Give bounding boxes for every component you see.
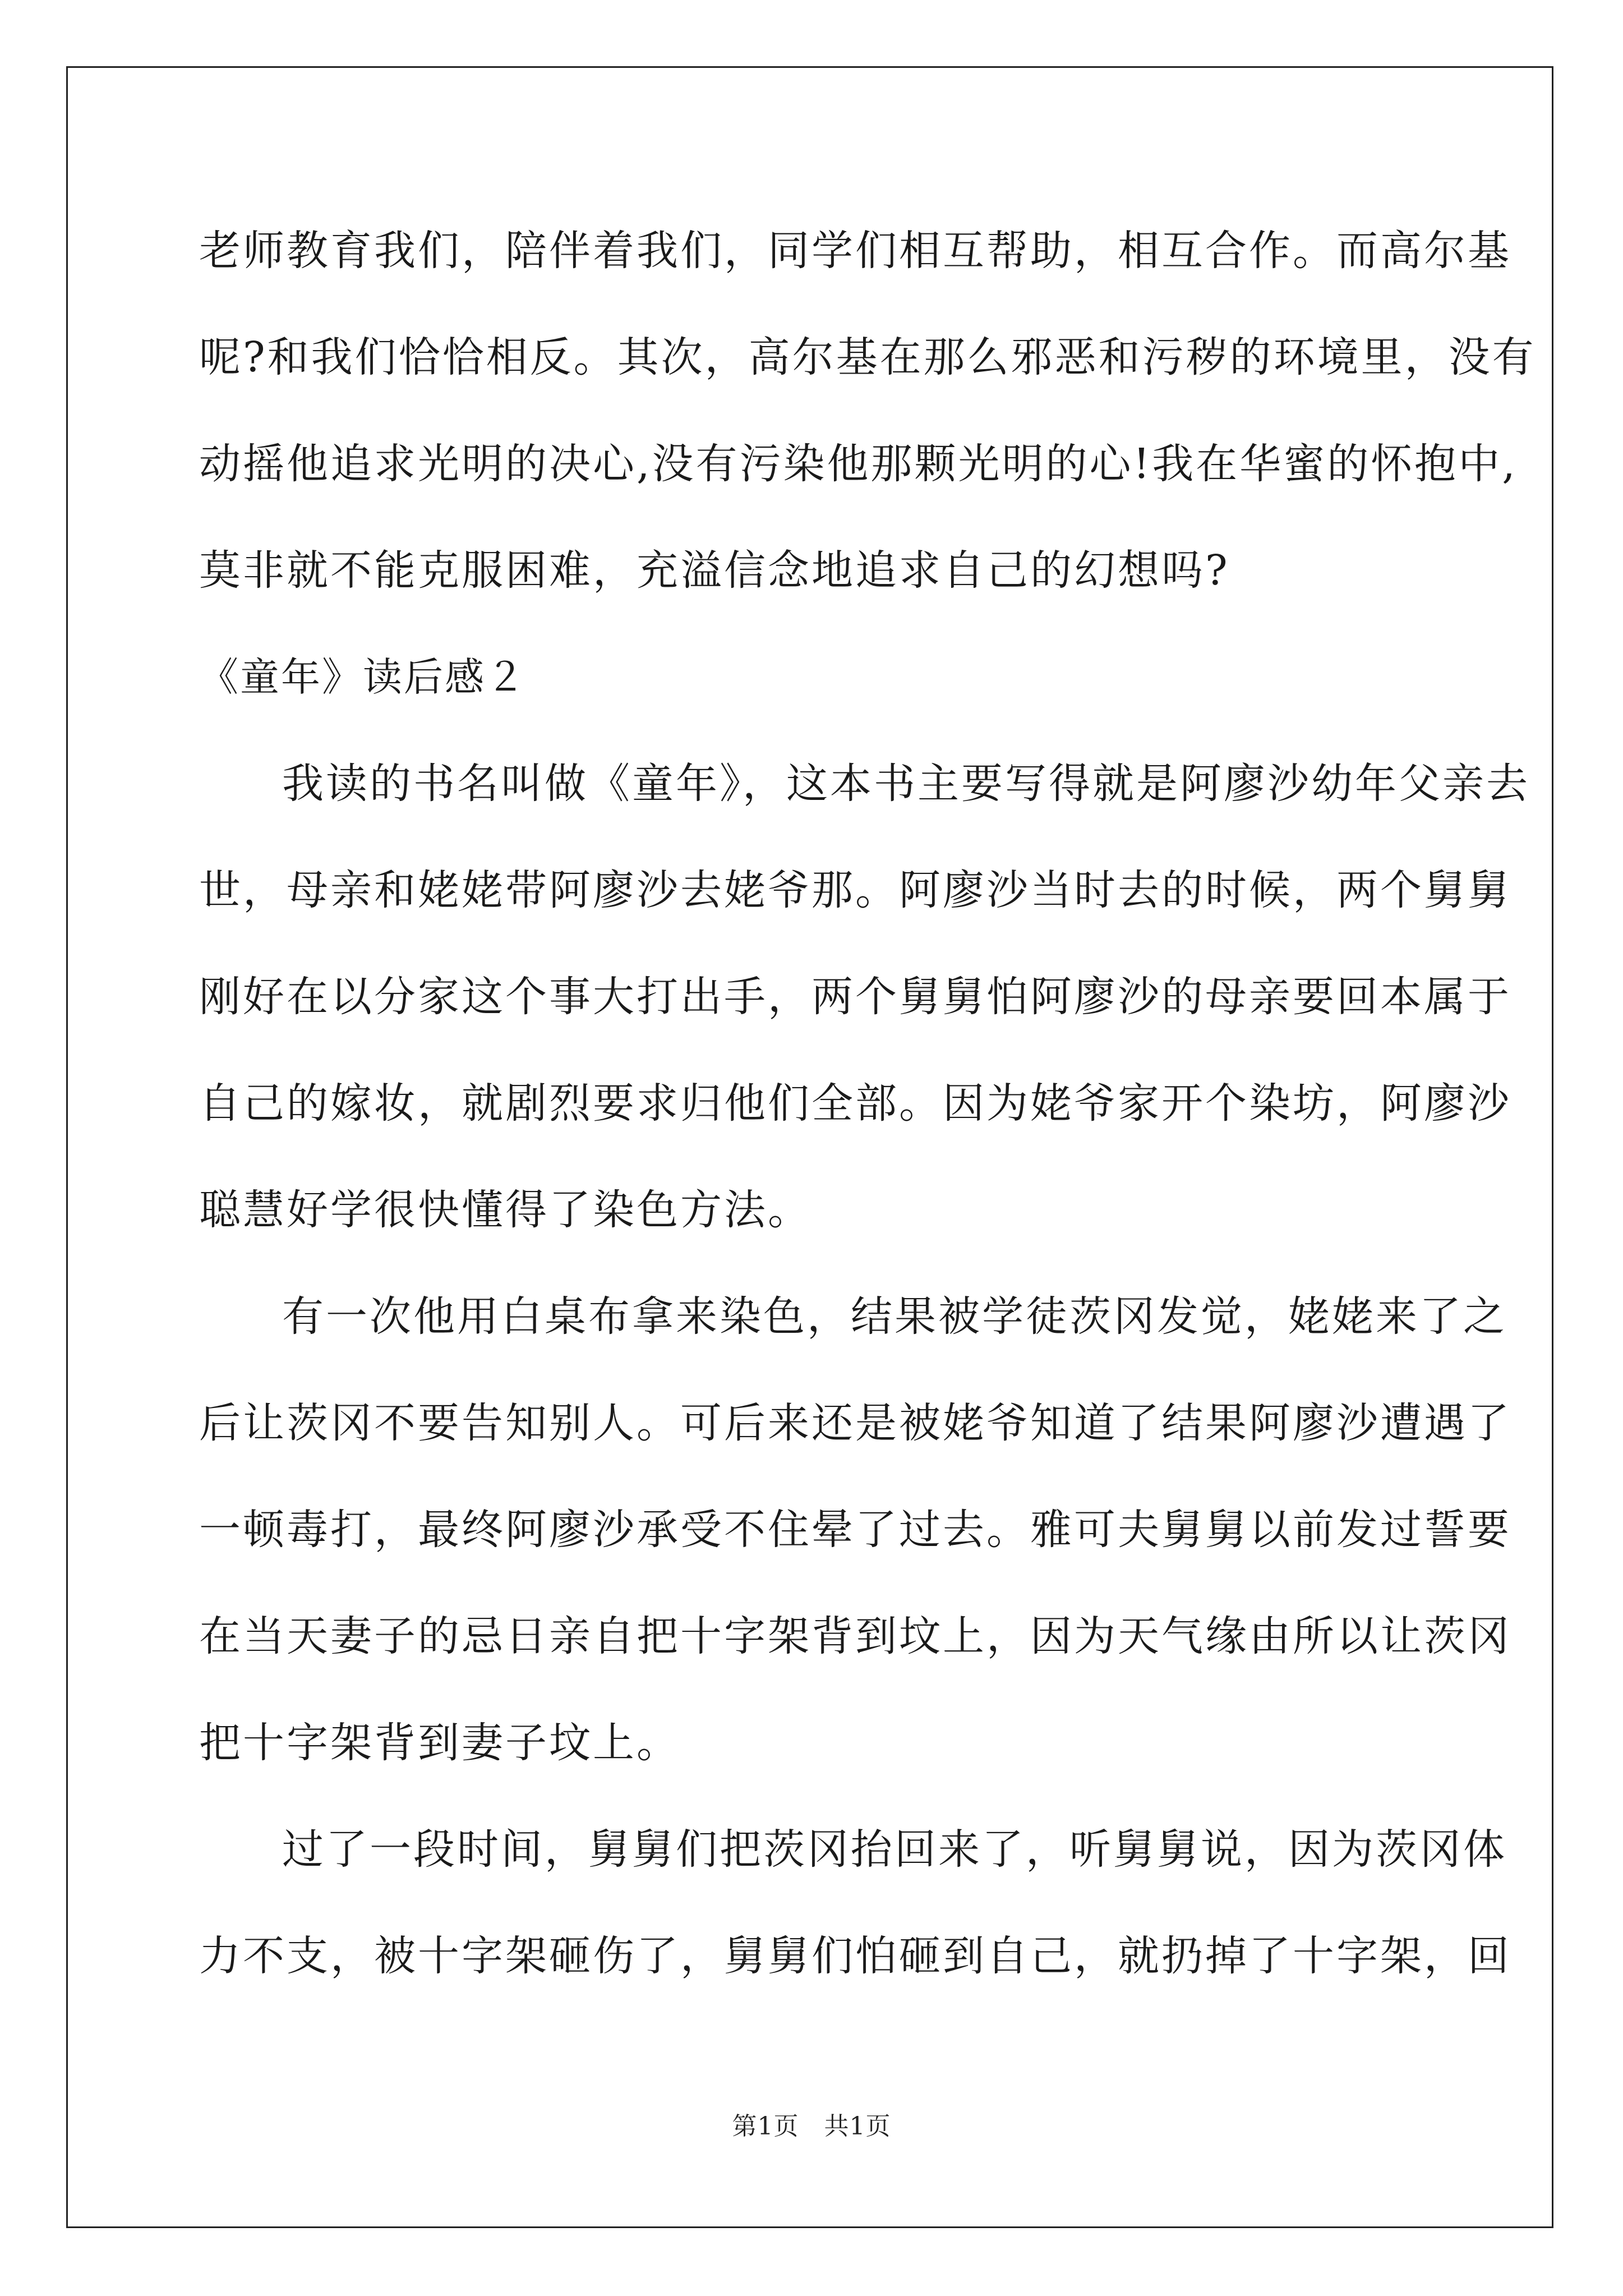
page-total: 共1页 (824, 2112, 891, 2141)
page-number: 第1页 (732, 2112, 799, 2141)
body-line-3: 动摇他追求光明的决心,没有污染他那颗光明的心!我在华蜜的怀抱中, (199, 440, 1518, 488)
body-line-10: 聪慧好学很快懂得了染色方法。 (199, 1186, 811, 1234)
body-line-12: 后让茨冈不要告知别人。可后来还是被姥爷知道了结果阿廖沙遭遇了 (199, 1399, 1511, 1447)
body-line-14: 在当天妻子的忌日亲自把十字架背到坟上，因为天气缘由所以让茨冈 (199, 1612, 1511, 1660)
body-line-11: 有一次他用白桌布拿来染色，结果被学徒茨冈发觉，姥姥来了之 (282, 1292, 1507, 1341)
body-line-4: 莫非就不能克服困难，充溢信念地追求自己的幻想吗? (199, 546, 1230, 595)
body-line-17: 力不支，被十字架砸伤了，舅舅们怕砸到自己，就扔掉了十字架，回 (199, 1932, 1511, 1980)
body-line-1: 老师教育我们，陪伴着我们，同学们相互帮助，相互合作。而高尔基 (199, 227, 1511, 275)
body-line-13: 一顿毒打，最终阿廖沙承受不住晕了过去。雅可夫舅舅以前发过誓要 (199, 1506, 1511, 1554)
body-line-6: 我读的书名叫做《童年》，这本书主要写得就是阿廖沙幼年父亲去 (282, 760, 1530, 808)
body-line-9: 自己的嫁妆，就剧烈要求归他们全部。因为姥爷家开个染坊，阿廖沙 (199, 1079, 1511, 1128)
page-footer (0, 2106, 1623, 2142)
document-body (199, 209, 1536, 2021)
body-line-16: 过了一段时间，舅舅们把茨冈抬回来了，听舅舅说，因为茨冈体 (282, 1825, 1507, 1874)
body-line-15: 把十字架背到妻子坟上。 (199, 1719, 680, 1767)
section-heading: 《童年》读后感２ (199, 654, 527, 700)
body-line-7: 世，母亲和姥姥带阿廖沙去姥爷那。阿廖沙当时去的时候，两个舅舅 (199, 866, 1511, 914)
body-line-8: 刚好在以分家这个事大打出手，两个舅舅怕阿廖沙的母亲要回本属于 (199, 973, 1511, 1021)
body-line-2: 呢?和我们恰恰相反。其次，高尔基在那么邪恶和污秽的环境里，没有 (199, 333, 1536, 381)
